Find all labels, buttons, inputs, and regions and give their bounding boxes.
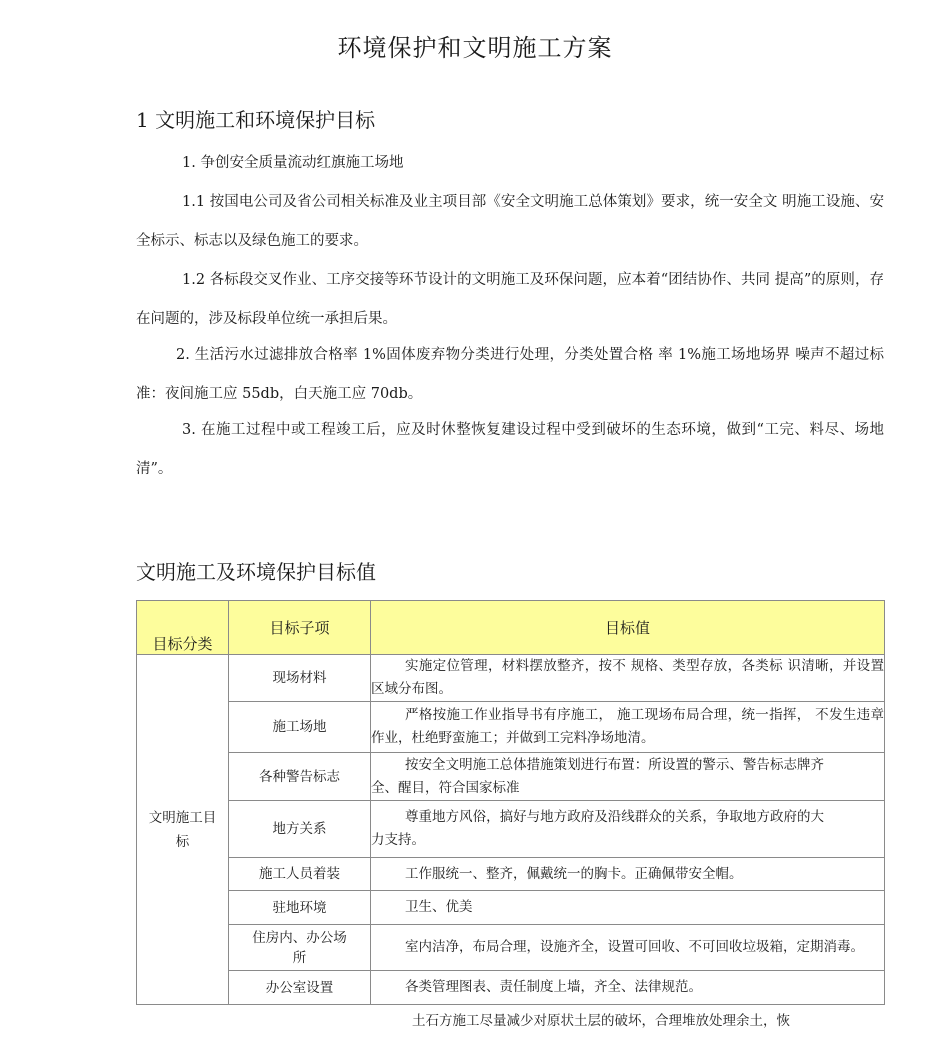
subitem-cell: 现场材料 (229, 655, 371, 702)
table-row (137, 702, 885, 753)
subitem-cell (229, 925, 371, 971)
value-cell: 实施定位管理，材料摆放整齐，按不 规格、类型存放，各类标 识清晰，并设置区域分布图。 (371, 655, 885, 702)
table-row (137, 971, 885, 1005)
table-row (137, 801, 885, 858)
category-label: 文明施工目标 (148, 809, 217, 850)
table-row (137, 858, 885, 891)
category-cell (137, 655, 229, 1005)
table-header-row (137, 601, 885, 655)
trailing-text: 土石方施工尽量减少对原状土层的破坏，合理堆放处理余土，恢 (412, 1013, 790, 1029)
section-heading: 1 文明施工和环境保护目标 (136, 108, 376, 132)
value-cell: 按安全文明施工总体措施策划进行布置：所设置的警示、警告标志牌齐全、醒目，符合国家标准 (371, 753, 885, 801)
paragraph-goal-1: 1. 争创安全质量流动红旗施工场地 (182, 155, 404, 171)
table-row (137, 925, 885, 971)
paragraph-goal-1-1: 1.1 按国电公司及省公司相关标准及业主项目部《安全文明施工总体策划》要求，统一安全文 明施工设施、安全标示、标志以及绿色施工的要求。 (136, 194, 884, 249)
table-row (137, 891, 885, 925)
table-row (137, 655, 885, 702)
document-title: 环境保护和文明施工方案 (337, 34, 613, 62)
paragraph-goal-1-2: 1.2 各标段交叉作业、工序交接等环节设计的文明施工及环保问题，应本着“团结协作、共同 提高”的原则，存在问题的，涉及标段单位统一承担后果。 (136, 272, 884, 327)
header-target-value: 目标值 (371, 601, 885, 655)
value-cell: 各类管理图表、责任制度上墙，齐全、法律规范。 (371, 971, 885, 1005)
header-category: 目标分类 (137, 601, 229, 655)
subitem-cell: 驻地环境 (229, 891, 371, 925)
value-cell: 工作服统一、整齐，佩戴统一的胸卡。正确佩带安全帽。 (371, 858, 885, 891)
value-cell: 卫生、优美 (371, 891, 885, 925)
subitem-cell: 办公室设置 (229, 971, 371, 1005)
goals-table (136, 600, 885, 1005)
paragraph-goal-2: 2. 生活污水过滤排放合格率 1%固体废弃物分类进行处理，分类处置合格 率 1%施工场地场界 噪声不超过标准：夜间施工应 55db，白天施工应 70db。 (136, 347, 884, 402)
header-subitem: 目标子项 (229, 601, 371, 655)
table-row (137, 753, 885, 801)
subitem-cell: 各种警告标志 (229, 753, 371, 801)
value-cell: 严格按施工作业指导书有序施工， 施工现场布局合理，统一指挥， 不发生违章作业，杜绝野蛮施工；并做到工完料净场地清。 (371, 702, 885, 753)
subitem-cell: 施工人员着装 (229, 858, 371, 891)
table-heading: 文明施工及环境保护目标值 (136, 560, 376, 584)
value-cell: 室内洁净，布局合理，设施齐全，设置可回收、不可回收垃圾箱，定期消毒。 (371, 925, 885, 971)
value-cell: 尊重地方风俗，搞好与地方政府及沿线群众的关系，争取地方政府的大力支持。 (371, 801, 885, 858)
subitem-cell: 地方关系 (229, 801, 371, 858)
paragraph-goal-3: 3. 在施工过程中或工程竣工后，应及时休整恢复建设过程中受到破坏的生态环境，做到“工完、料尽、场地清”。 (136, 422, 884, 477)
subitem-label: 住房内、办公场所 (252, 929, 347, 966)
subitem-cell: 施工场地 (229, 702, 371, 753)
